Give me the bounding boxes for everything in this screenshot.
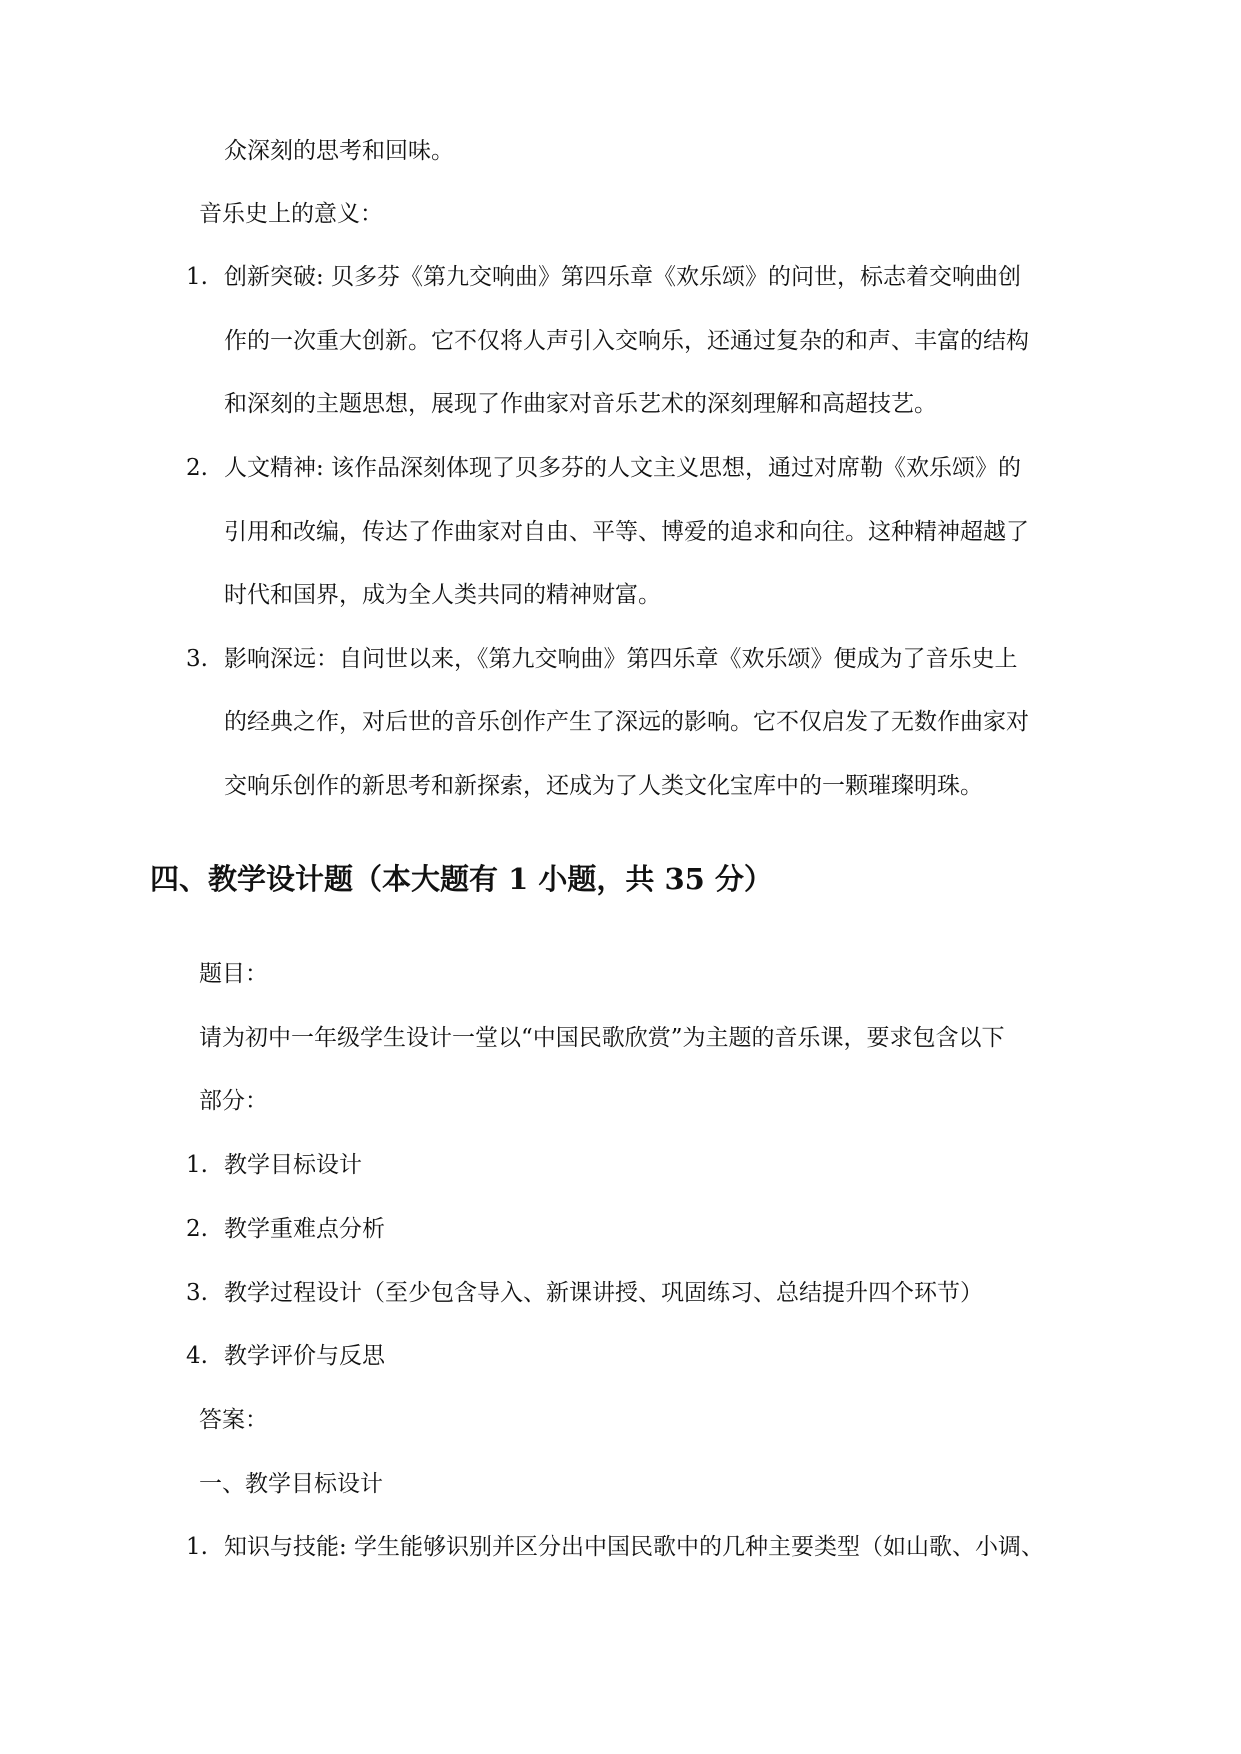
list-item-line: 影响深远：自问世以来，《第九交响曲》第四乐章《欢乐颂》便成为了音乐史上 xyxy=(224,646,1018,672)
list-item-line: 人文精神: 该作品深刻体现了贝多芬的人文主义思想，通过对席勒《欢乐颂》的 xyxy=(224,455,1022,481)
list-number: 1. xyxy=(186,1534,208,1560)
list-number: 2. xyxy=(186,1216,208,1242)
list-item-line: 创新突破: 贝多芬《第九交响曲》第四乐章《欢乐颂》的问世，标志着交响曲创 xyxy=(224,264,1022,290)
requirement-item: 教学过程设计（至少包含导入、新课讲授、巩固练习、总结提升四个环节） xyxy=(224,1280,983,1306)
list-number: 2. xyxy=(186,455,208,481)
list-number: 1. xyxy=(186,264,208,290)
list-number: 3. xyxy=(186,646,208,672)
list-item-line: 和深刻的主题思想，展现了作曲家对音乐艺术的深刻理解和高超技艺。 xyxy=(224,391,937,417)
list-item-line: 交响乐创作的新思考和新探索，还成为了人类文化宝库中的一颗璀璨明珠。 xyxy=(224,773,983,799)
answer-item: 知识与技能: 学生能够识别并区分出中国民歌中的几种主要类型（如山歌、小调、 xyxy=(224,1534,1045,1560)
list-number: 1. xyxy=(186,1152,208,1178)
significance-label: 音乐史上的意义： xyxy=(199,201,383,227)
question-line: 部分： xyxy=(199,1088,268,1114)
section-heading: 四、教学设计题（本大题有 1 小题，共 35 分） xyxy=(150,862,773,896)
question-line: 请为初中一年级学生设计一堂以“中国民歌欣赏”为主题的音乐课，要求包含以下 xyxy=(199,1025,1005,1051)
list-item-line: 的经典之作，对后世的音乐创作产生了深远的影响。它不仅启发了无数作曲家对 xyxy=(224,709,1029,735)
list-number: 4. xyxy=(186,1343,208,1369)
continuation-text: 众深刻的思考和回味。 xyxy=(224,138,454,164)
question-label: 题目： xyxy=(199,961,268,987)
requirement-item: 教学评价与反思 xyxy=(224,1343,385,1369)
list-item-line: 引用和改编，传达了作曲家对自由、平等、博爱的追求和向往。这种精神超越了 xyxy=(224,519,1029,545)
list-item-line: 作的一次重大创新。它不仅将人声引入交响乐，还通过复杂的和声、丰富的结构 xyxy=(224,328,1029,354)
list-item-line: 时代和国界，成为全人类共同的精神财富。 xyxy=(224,582,661,608)
list-number: 3. xyxy=(186,1280,208,1306)
requirement-item: 教学重难点分析 xyxy=(224,1216,385,1242)
requirement-item: 教学目标设计 xyxy=(224,1152,362,1178)
answer-label: 答案： xyxy=(199,1407,268,1433)
answer-subheading: 一、教学目标设计 xyxy=(199,1471,383,1497)
